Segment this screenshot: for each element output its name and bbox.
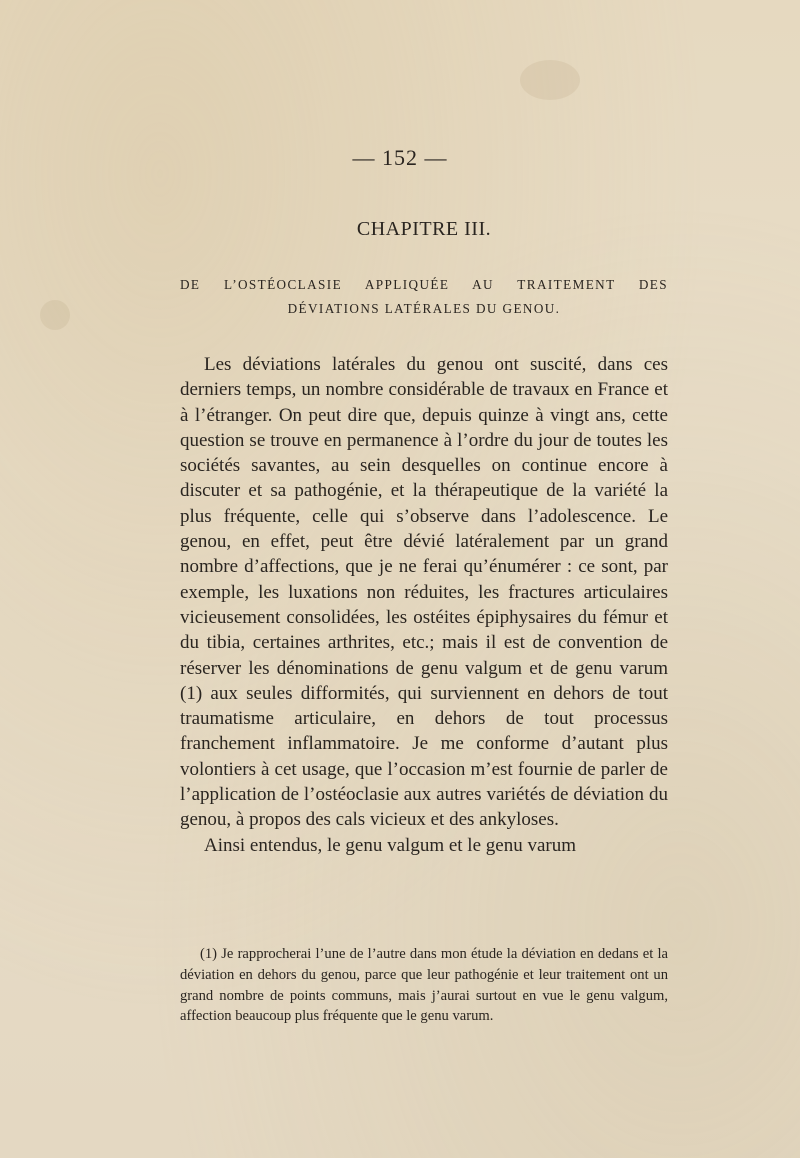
page-number: — 152 —: [352, 145, 448, 170]
paragraph: Les déviations latérales du genou ont suscité, dans ces derniers temps, un nombre considérable de travaux en France et à l’étranger. On peut dire que, depuis quinze à vingt ans, cette question se trouve en permanence à l’ordre du jour de toutes les sociétés savantes, au sein desquelles on continue encore à discuter et sa pathogénie, et la thérapeutique de la variété la plus fréquente, celle qui s’observe dans l’adolescence. Le genou, en effet, peut être dévié latéralement par un grand nombre d’affections, que je ne ferai qu’énumérer : ce sont, par exemple, les luxations non réduites, les fractures articulaires vicieusement consolidées, les ostéites épiphysaires du fémur et du tibia, certaines arthrites, etc.; mais il est de convention de réserver les dénominations de genu valgum et de genu varum (1) aux seules difformités, qui surviennent en dehors de tout traumatisme articulaire, en dehors de tout processus franchement inflammatoire. Je me conforme d’autant plus volontiers à cet usage, que l’occasion m’est fournie de parler de l’application de l’ostéoclasie aux autres variétés de déviation du genou, à propos des cals vicieux et des ankyloses.: [180, 354, 668, 831]
chapter-title: CHAPITRE III.: [356, 218, 492, 240]
section-title: DE L’OSTÉOCLASIE APPLIQUÉE AU TRAITEMENT DES DÉVIATIONS LATÉRALES DU GENOU.: [180, 277, 668, 316]
paper-stain: [520, 60, 580, 100]
body-text: [180, 352, 668, 858]
paper-stain: [40, 300, 70, 330]
footnote-text: (1) Je rapprocherai l’une de l’autre dans mon étude la déviation en dedans et la déviation en dehors du genou, parce que leur pathogénie et leur traitement ont un grand nombre de points communs, mais j’aurai surtout en vue le genu valgum, affection beaucoup plus fréquente que le genu varum.: [180, 946, 668, 1025]
paragraph: Ainsi entendus, le genu valgum et le genu varum: [204, 834, 576, 856]
footnote: [180, 944, 668, 1027]
